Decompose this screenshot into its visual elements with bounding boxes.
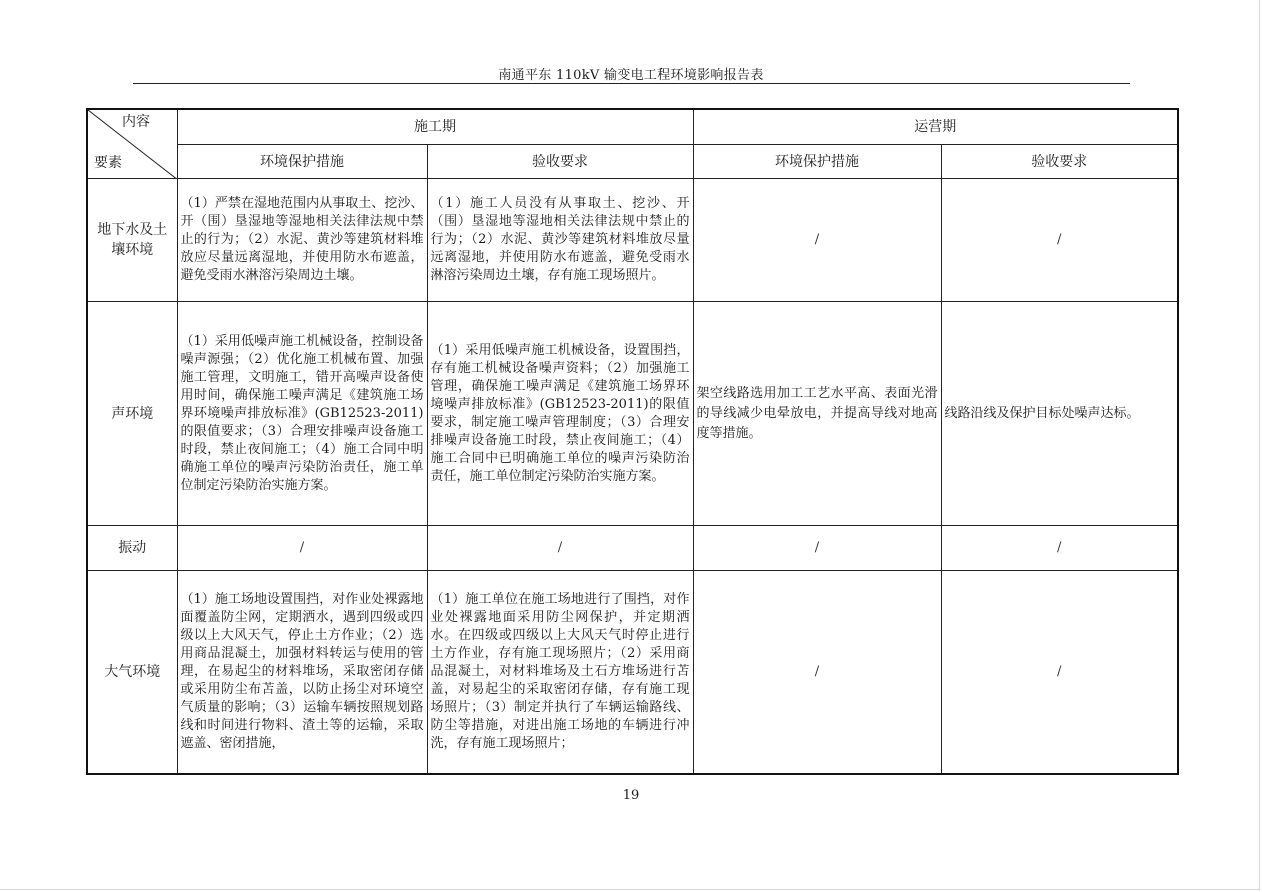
phase-operation-header: 运营期 (693, 109, 1178, 145)
factor-cell: 声环境 (87, 302, 177, 526)
corner-label-factor: 要素 (94, 155, 122, 171)
operation-acceptance-cell: / (941, 526, 1178, 571)
diagonal-corner-cell (87, 109, 177, 179)
corner-label-content: 内容 (122, 114, 150, 130)
factor-cell: 地下水及土壤环境 (87, 179, 177, 302)
operation-measures-cell: / (693, 179, 941, 302)
operation-measures-cell: / (693, 571, 941, 775)
construction-acceptance-cell: / (427, 526, 693, 571)
header-row-columns (87, 145, 1178, 179)
col-construction-acceptance: 验收要求 (427, 145, 693, 179)
operation-acceptance-cell: / (941, 179, 1178, 302)
construction-acceptance-cell: （1）施工单位在施工场地进行了围挡，对作业处裸露地面采用防尘网保护，并定期洒水。在四级或四级以上大风天气时停止进行土方作业，存有施工现场照片；（2）采用商品混凝土，对材料堆场及土石方堆场进行苫盖，对易起尘的采取密闭存储，存有施工现场照片；（3）制定并执行了车辆运输路线、防尘等措施，对进出施工场地的车辆进行冲洗，存有施工现场照片； (427, 571, 693, 775)
operation-acceptance-cell: 线路沿线及保护目标处噪声达标。 (941, 302, 1178, 526)
construction-acceptance-cell: （1）施工人员没有从事取土、挖沙、开（围）垦湿地等湿地相关法律法规中禁止的行为；（2）水泥、黄沙等建筑材料堆放尽量远离湿地，并使用防水布遮盖，避免受雨水淋溶污染周边土壤，存有施工现场照片。 (427, 179, 693, 302)
phase-construction-header: 施工期 (177, 109, 693, 145)
construction-acceptance-cell: （1）采用低噪声施工机械设备，设置围挡，存有施工机械设备噪声资料；（2）加强施工管理，确保施工噪声满足《建筑施工场界环境噪声排放标准》(GB12523-2011)的限值要求，制定施工噪声管理制度；（3）合理安排噪声设备施工时段，禁止夜间施工；（4）施工合同中已明确施工单位的噪声污染防治责任，施工单位制定污染防治实施方案。 (427, 302, 693, 526)
operation-measures-cell: / (693, 526, 941, 571)
construction-measures-cell: / (177, 526, 427, 571)
factor-cell: 振动 (87, 526, 177, 571)
page-header-title: 南通平东 110kV 输变电工程环境影响报告表 (498, 68, 764, 83)
construction-measures-cell: （1）严禁在湿地范围内从事取土、挖沙、开（围）垦湿地等湿地相关法律法规中禁止的行为；（2）水泥、黄沙等建筑材料堆放应尽量远离湿地，并使用防水布遮盖，避免受雨水淋溶污染周边土壤。 (177, 179, 427, 302)
col-operation-acceptance: 验收要求 (941, 145, 1178, 179)
col-operation-measures: 环境保护措施 (693, 145, 941, 179)
page-number: 19 (622, 788, 640, 803)
header-row-phases (87, 109, 1178, 145)
operation-acceptance-cell: / (941, 571, 1178, 775)
table-row-vibration (87, 526, 1178, 571)
operation-measures-cell: 架空线路选用加工工艺水平高、表面光滑的导线减少电晕放电，并提高导线对地高度等措施。 (693, 302, 941, 526)
header-rule (133, 83, 1130, 84)
construction-measures-cell: （1）采用低噪声施工机械设备，控制设备噪声源强；（2）优化施工机械布置、加强施工管理，文明施工，错开高噪声设备使用时间，确保施工噪声满足《建筑施工场界环境噪声排放标准》(GB12523-2011)的限值要求；（3）合理安排噪声设备施工时段，禁止夜间施工；（4）施工合同中明确施工单位的噪声污染防治责任，施工单位制定污染防治实施方案。 (177, 302, 427, 526)
table-row-acoustic (87, 302, 1178, 526)
environmental-measures-table (86, 108, 1179, 775)
table-row-groundwater-soil (87, 179, 1178, 302)
col-construction-measures: 环境保护措施 (177, 145, 427, 179)
table-row-atmosphere (87, 571, 1178, 775)
factor-cell: 大气环境 (87, 571, 177, 775)
construction-measures-cell: （1）施工场地设置围挡，对作业处裸露地面覆盖防尘网，定期洒水，遇到四级或四级以上大风天气，停止土方作业；（2）选用商品混凝土，加强材料转运与使用的管理，在易起尘的材料堆场，采取密闭存储或采用防尘布苫盖，以防止扬尘对环境空气质量的影响；（3）运输车辆按照规划路线和时间进行物料、渣土等的运输，采取遮盖、密闭措施， (177, 571, 427, 775)
